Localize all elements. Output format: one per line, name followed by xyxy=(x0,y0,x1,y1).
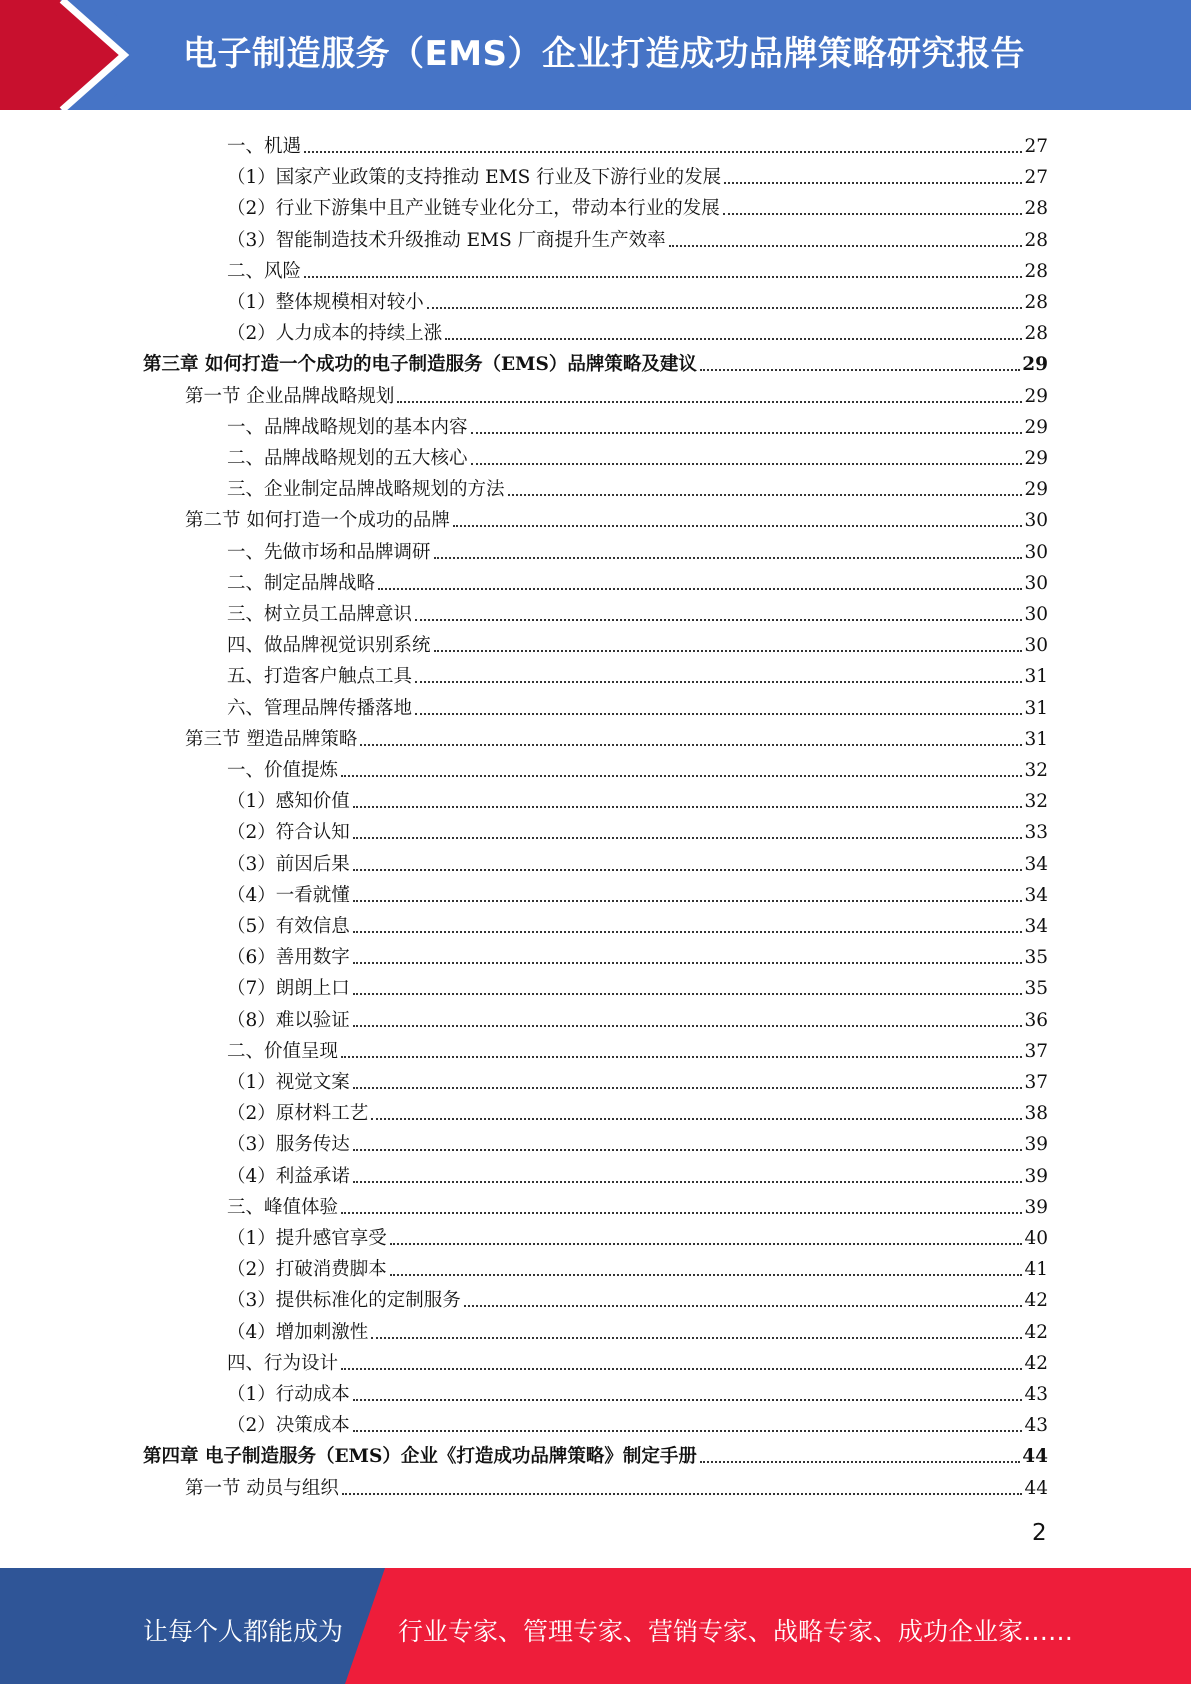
toc-entry-label: 二、风险 xyxy=(227,261,302,282)
toc-entry[interactable] xyxy=(227,1250,1048,1281)
toc-entry-label: （2）决策成本 xyxy=(227,1415,350,1436)
toc-entry-label: 四、行为设计 xyxy=(227,1353,339,1374)
toc-entry-page: 27 xyxy=(1024,167,1048,188)
toc-dot-leader xyxy=(378,588,1022,590)
toc-dot-leader xyxy=(415,619,1022,621)
toc-chapter-entry[interactable] xyxy=(143,1437,1048,1468)
toc-entry-page: 29 xyxy=(1022,354,1048,375)
toc-entry-page: 31 xyxy=(1024,698,1048,719)
toc-entry-label: （2）人力成本的持续上涨 xyxy=(227,323,443,344)
toc-entry[interactable] xyxy=(227,439,1048,470)
toc-entry-label: （8）难以验证 xyxy=(227,1010,350,1031)
toc-entry-label: 第三章 如何打造一个成功的电子制造服务（EMS）品牌策略及建议 xyxy=(143,354,697,375)
toc-entry-label: 第一节 动员与组织 xyxy=(185,1478,339,1499)
toc-dot-leader xyxy=(342,1493,1023,1495)
toc-entry-label: （2）行业下游集中且产业链专业化分工，带动本行业的发展 xyxy=(227,198,720,219)
toc-dot-leader xyxy=(353,931,1023,933)
toc-dot-leader xyxy=(353,806,1023,808)
toc-entry-page: 28 xyxy=(1024,198,1048,219)
toc-entry[interactable] xyxy=(227,1344,1048,1375)
toc-entry-label: （1）感知价值 xyxy=(227,791,350,812)
toc-entry[interactable] xyxy=(227,189,1048,220)
footer-slogan-left: 让每个人都能成为 xyxy=(143,1617,344,1646)
toc-dot-leader xyxy=(353,1087,1023,1089)
toc-entry[interactable] xyxy=(227,283,1048,314)
toc-dot-leader xyxy=(341,1212,1022,1214)
toc-dot-leader xyxy=(445,338,1022,340)
toc-entry-label: （3）提供标准化的定制服务 xyxy=(227,1290,461,1311)
toc-entry[interactable] xyxy=(227,1032,1048,1063)
toc-entry-label: （7）朗朗上口 xyxy=(227,978,350,999)
toc-entry-page: 40 xyxy=(1024,1228,1048,1249)
toc-entry[interactable] xyxy=(227,938,1048,969)
toc-dot-leader xyxy=(669,245,1023,247)
toc-entry-label: （1）整体规模相对较小 xyxy=(227,292,424,313)
toc-entry-page: 38 xyxy=(1024,1103,1048,1124)
toc-entry-page: 42 xyxy=(1024,1290,1048,1311)
toc-entry-label: 三、企业制定品牌战略规划的方法 xyxy=(227,479,505,500)
toc-entry-label: 第四章 电子制造服务（EMS）企业《打造成功品牌策略》制定手册 xyxy=(143,1446,697,1467)
toc-entry[interactable] xyxy=(227,876,1048,907)
toc-entry-label: 第二节 如何打造一个成功的品牌 xyxy=(185,510,450,531)
toc-entry-label: 四、做品牌视觉识别系统 xyxy=(227,635,431,656)
toc-entry-label: 一、价值提炼 xyxy=(227,760,339,781)
toc-entry-label: （4）一看就懂 xyxy=(227,885,350,906)
toc-entry-label: （3）服务传达 xyxy=(227,1134,350,1155)
toc-entry-page: 28 xyxy=(1024,323,1048,344)
toc-entry-label: （2）符合认知 xyxy=(227,822,350,843)
toc-entry-page: 43 xyxy=(1024,1384,1048,1405)
toc-dot-leader xyxy=(341,1368,1022,1370)
toc-entry-page: 30 xyxy=(1024,573,1048,594)
toc-entry-label: 六、管理品牌传播落地 xyxy=(227,698,413,719)
toc-dot-leader xyxy=(353,1181,1023,1183)
toc-entry-label: （2）原材料工艺 xyxy=(227,1103,369,1124)
toc-dot-leader xyxy=(353,869,1023,871)
toc-entry[interactable] xyxy=(227,813,1048,844)
toc-dot-leader xyxy=(464,1305,1023,1307)
toc-entry-page: 28 xyxy=(1024,230,1048,251)
toc-entry-page: 32 xyxy=(1024,791,1048,812)
toc-dot-leader xyxy=(360,744,1022,746)
toc-entry-label: （3）前因后果 xyxy=(227,854,350,875)
toc-dot-leader xyxy=(397,401,1022,403)
toc-dot-leader xyxy=(724,182,1022,184)
toc-dot-leader xyxy=(508,494,1023,496)
toc-entry[interactable] xyxy=(227,626,1048,657)
toc-dot-leader xyxy=(390,1243,1023,1245)
toc-entry-page: 31 xyxy=(1024,729,1048,750)
toc-dot-leader xyxy=(700,369,1020,371)
toc-entry-page: 34 xyxy=(1024,916,1048,937)
toc-entry-label: 一、机遇 xyxy=(227,136,302,157)
toc-entry[interactable] xyxy=(227,252,1048,283)
toc-dot-leader xyxy=(304,276,1022,278)
toc-entry[interactable] xyxy=(227,408,1048,439)
toc-dot-leader xyxy=(353,1025,1023,1027)
toc-entry-page: 43 xyxy=(1024,1415,1048,1436)
toc-entry[interactable] xyxy=(227,1063,1048,1094)
toc-entry-label: （5）有效信息 xyxy=(227,916,350,937)
toc-entry-label: 第三节 塑造品牌策略 xyxy=(185,729,358,750)
toc-dot-leader xyxy=(341,1056,1022,1058)
toc-entry-page: 30 xyxy=(1024,635,1048,656)
toc-entry-page: 39 xyxy=(1024,1197,1048,1218)
toc-dot-leader xyxy=(415,681,1022,683)
toc-entry[interactable] xyxy=(227,907,1048,938)
toc-dot-leader xyxy=(371,1337,1022,1339)
toc-entry[interactable] xyxy=(227,533,1048,564)
toc-dot-leader xyxy=(371,1118,1022,1120)
toc-dot-leader xyxy=(453,525,1023,527)
toc-entry-label: 五、打造客户触点工具 xyxy=(227,666,413,687)
toc-entry-page: 30 xyxy=(1024,542,1048,563)
toc-entry[interactable] xyxy=(227,1125,1048,1156)
toc-dot-leader xyxy=(415,713,1022,715)
toc-entry-page: 35 xyxy=(1024,947,1048,968)
toc-entry-label: （1）行动成本 xyxy=(227,1384,350,1405)
toc-dot-leader xyxy=(434,557,1023,559)
toc-entry-page: 29 xyxy=(1024,386,1048,407)
toc-entry-page: 42 xyxy=(1024,1353,1048,1374)
toc-entry-label: （2）打破消费脚本 xyxy=(227,1259,387,1280)
toc-entry[interactable] xyxy=(227,470,1048,501)
toc-entry[interactable] xyxy=(227,782,1048,813)
toc-entry-page: 29 xyxy=(1024,448,1048,469)
toc-entry-page: 37 xyxy=(1024,1041,1048,1062)
toc-entry-label: 二、价值呈现 xyxy=(227,1041,339,1062)
toc-entry[interactable] xyxy=(227,564,1048,595)
toc-entry-page: 39 xyxy=(1024,1166,1048,1187)
toc-entry-page: 28 xyxy=(1024,292,1048,313)
toc-entry[interactable] xyxy=(227,969,1048,1000)
toc-entry[interactable] xyxy=(227,1313,1048,1344)
toc-dot-leader xyxy=(353,962,1023,964)
toc-entry-label: 二、品牌战略规划的五大核心 xyxy=(227,448,468,469)
toc-entry-page: 27 xyxy=(1024,136,1048,157)
toc-entry[interactable] xyxy=(185,377,1048,408)
toc-dot-leader xyxy=(353,1430,1023,1432)
toc-dot-leader xyxy=(471,432,1023,434)
toc-entry-page: 29 xyxy=(1024,479,1048,500)
toc-entry-label: （4）利益承诺 xyxy=(227,1166,350,1187)
toc-entry-label: 三、树立员工品牌意识 xyxy=(227,604,413,625)
toc-entry-label: （1）视觉文案 xyxy=(227,1072,350,1093)
toc-dot-leader xyxy=(353,993,1023,995)
toc-dot-leader xyxy=(700,1461,1020,1463)
toc-entry-page: 44 xyxy=(1022,1446,1048,1467)
toc-entry-label: 二、制定品牌战略 xyxy=(227,573,376,594)
toc-dot-leader xyxy=(723,213,1023,215)
toc-dot-leader xyxy=(471,463,1023,465)
toc-entry[interactable] xyxy=(227,1375,1048,1406)
toc-entry[interactable] xyxy=(227,595,1048,626)
toc-entry-label: （1）提升感官享受 xyxy=(227,1228,387,1249)
toc-entry-label: （3）智能制造技术升级推动 EMS 厂商提升生产效率 xyxy=(227,230,666,251)
toc-entry-page: 36 xyxy=(1024,1010,1048,1031)
report-title: 电子制造服务（EMS）企业打造成功品牌策略研究报告 xyxy=(183,34,1026,74)
toc-entry[interactable] xyxy=(227,1157,1048,1188)
toc-entry-page: 28 xyxy=(1024,261,1048,282)
toc-entry[interactable] xyxy=(227,1094,1048,1125)
toc-entry[interactable] xyxy=(227,751,1048,782)
toc-entry-page: 34 xyxy=(1024,854,1048,875)
toc-entry-page: 32 xyxy=(1024,760,1048,781)
toc-entry[interactable] xyxy=(227,1001,1048,1032)
toc-entry-page: 42 xyxy=(1024,1322,1048,1343)
toc-entry-page: 35 xyxy=(1024,978,1048,999)
toc-dot-leader xyxy=(390,1274,1023,1276)
toc-entry-label: 第一节 企业品牌战略规划 xyxy=(185,386,395,407)
toc-entry[interactable] xyxy=(227,1188,1048,1219)
toc-entry-page: 30 xyxy=(1024,510,1048,531)
toc-entry-label: （6）善用数字 xyxy=(227,947,350,968)
toc-entry-page: 33 xyxy=(1024,822,1048,843)
toc-entry-page: 31 xyxy=(1024,666,1048,687)
toc-entry-page: 41 xyxy=(1024,1259,1048,1280)
toc-dot-leader xyxy=(353,1149,1023,1151)
toc-entry-label: 一、品牌战略规划的基本内容 xyxy=(227,417,468,438)
toc-entry-page: 30 xyxy=(1024,604,1048,625)
toc-dot-leader xyxy=(353,900,1023,902)
page-footer xyxy=(0,1568,1191,1684)
toc-entry[interactable] xyxy=(185,1469,1048,1500)
toc-entry[interactable] xyxy=(185,501,1048,532)
toc-entry-label: （1）国家产业政策的支持推动 EMS 行业及下游行业的发展 xyxy=(227,167,722,188)
toc-entry[interactable] xyxy=(227,314,1048,345)
toc-entry[interactable] xyxy=(227,689,1048,720)
page-number: 2 xyxy=(1032,1520,1047,1546)
toc-entry[interactable] xyxy=(227,127,1048,158)
toc-entry-page: 37 xyxy=(1024,1072,1048,1093)
toc-entry-label: 一、先做市场和品牌调研 xyxy=(227,542,431,563)
toc-dot-leader xyxy=(304,151,1022,153)
toc-entry[interactable] xyxy=(227,1281,1048,1312)
toc-entry[interactable] xyxy=(227,1219,1048,1250)
toc-entry[interactable] xyxy=(227,158,1048,189)
toc-entry-page: 44 xyxy=(1024,1478,1048,1499)
toc-dot-leader xyxy=(427,307,1023,309)
toc-dot-leader xyxy=(341,775,1022,777)
toc-dot-leader xyxy=(434,650,1023,652)
toc-entry[interactable] xyxy=(227,845,1048,876)
page-header xyxy=(0,0,1191,110)
toc-entry[interactable] xyxy=(227,1406,1048,1437)
toc-entry-page: 39 xyxy=(1024,1134,1048,1155)
toc-chapter-entry[interactable] xyxy=(143,345,1048,376)
toc-entry[interactable] xyxy=(227,657,1048,688)
toc-entry-page: 34 xyxy=(1024,885,1048,906)
toc-entry[interactable] xyxy=(185,720,1048,751)
toc-entry[interactable] xyxy=(227,221,1048,252)
toc-dot-leader xyxy=(353,837,1023,839)
toc-dot-leader xyxy=(353,1399,1023,1401)
toc-entry-label: 三、峰值体验 xyxy=(227,1197,339,1218)
footer-slogan-right: 行业专家、管理专家、营销专家、战略专家、成功企业家…… xyxy=(398,1617,1074,1646)
toc-entry-page: 29 xyxy=(1024,417,1048,438)
toc-entry-label: （4）增加刺激性 xyxy=(227,1322,369,1343)
